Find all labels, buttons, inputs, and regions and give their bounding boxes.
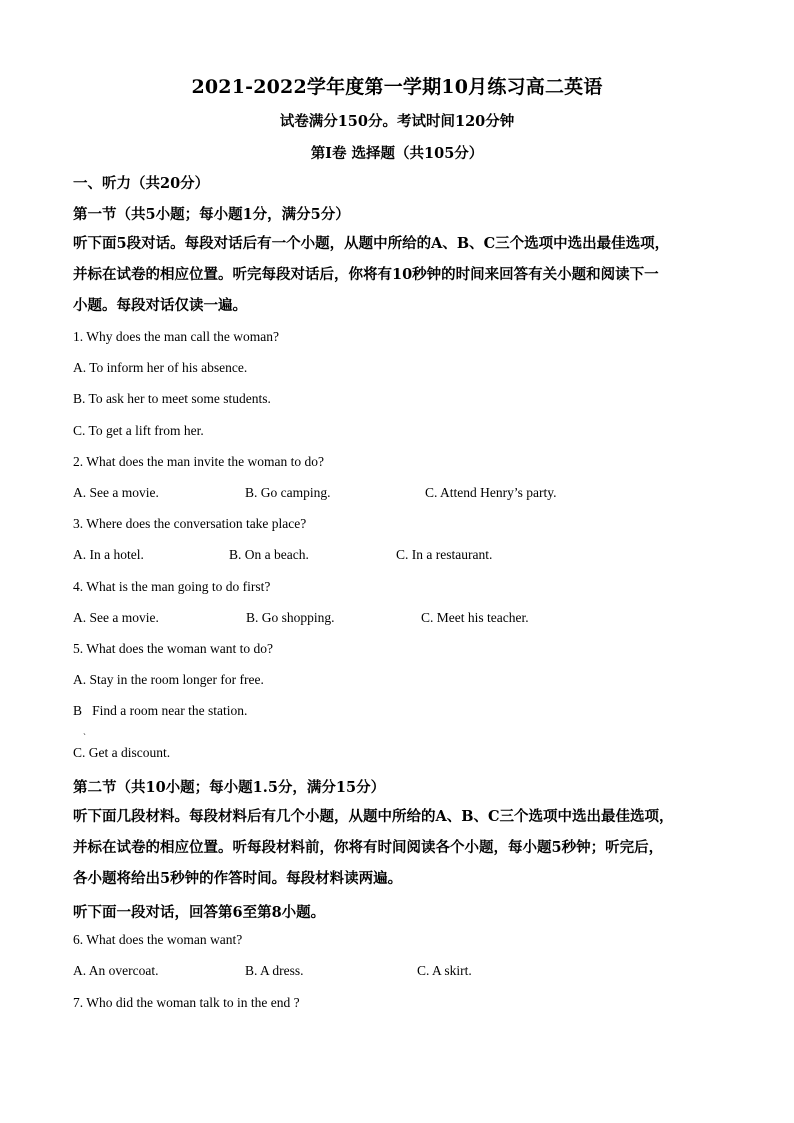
question-3-option-a: A. In a hotel.: [73, 547, 144, 562]
instruction-line: 并标在试卷的相应位置。听每段材料前，你将有时间阅读各个小题，每小题5秒钟；听完后，: [73, 839, 664, 856]
stray-mark: ˎ: [83, 726, 86, 736]
volume-title: 第I卷 选择题（共105分）: [310, 145, 484, 162]
question-1-option-b: B. To ask her to meet some students.: [73, 391, 271, 406]
dialogue-note: 听下面一段对话，回答第6至第8小题。: [73, 904, 326, 921]
instruction-line: 并标在试卷的相应位置。听完每段对话后，你将有10秒钟的时间来回答有关小题和阅读下一: [73, 266, 659, 283]
question-1-option-c: C. To get a lift from her.: [73, 423, 204, 438]
question-3-option-c: C. In a restaurant.: [396, 547, 493, 562]
question-3-stem: 3. Where does the conversation take place?: [73, 516, 307, 531]
question-4-option-b: B. Go shopping.: [246, 610, 335, 625]
section2-heading: 第二节（共10小题；每小题1.5分，满分15分）: [73, 779, 386, 796]
instruction-line: 听下面5段对话。每段对话后有一个小题，从题中所给的A、B、C三个选项中选出最佳选项，: [73, 235, 670, 252]
question-7-stem: 7. Who did the woman talk to in the end ?: [73, 995, 300, 1010]
section2-instructions: [73, 801, 723, 894]
question-2-option-a: A. See a movie.: [73, 485, 159, 500]
section1-instructions: [73, 228, 723, 321]
instruction-line: 各小题将给出5秒钟的作答时间。每段材料读两遍。: [73, 870, 403, 887]
question-3-option-b: B. On a beach.: [229, 547, 309, 562]
question-4-stem: 4. What is the man going to do first?: [73, 579, 271, 594]
section1-heading: 第一节（共5小题；每小题1分，满分5分）: [73, 206, 350, 223]
question-4-option-a: A. See a movie.: [73, 610, 159, 625]
exam-title: 2021-2022学年度第一学期10月练习高二英语: [191, 76, 603, 98]
question-5-stem: 5. What does the woman want to do?: [73, 641, 273, 656]
part1-heading: 一、听力（共20分）: [73, 175, 210, 192]
question-2-option-b: B. Go camping.: [245, 485, 331, 500]
question-6-option-a: A. An overcoat.: [73, 963, 159, 978]
question-4-option-c: C. Meet his teacher.: [421, 610, 529, 625]
question-5-option-c: C. Get a discount.: [73, 745, 171, 760]
question-1-stem: 1. Why does the man call the woman?: [73, 329, 279, 344]
question-2-stem: 2. What does the man invite the woman to do?: [73, 454, 324, 469]
question-1-option-a: A. To inform her of his absence.: [73, 360, 248, 375]
question-6-option-b: B. A dress.: [245, 963, 304, 978]
question-6-stem: 6. What does the woman want?: [73, 932, 243, 947]
instruction-line: 听下面几段材料。每段材料后有几个小题，从题中所给的A、B、C三个选项中选出最佳选项，: [73, 808, 674, 825]
question-6-option-c: C. A skirt.: [417, 963, 472, 978]
exam-info: 试卷满分150分。考试时间120分钟: [279, 113, 515, 130]
question-5-option-b: B Find a room near the station.: [73, 703, 248, 718]
instruction-line: 小题。每段对话仅读一遍。: [73, 297, 247, 314]
question-2-option-c: C. Attend Henry’s party.: [425, 485, 557, 500]
question-5-option-a: A. Stay in the room longer for free.: [73, 672, 264, 687]
